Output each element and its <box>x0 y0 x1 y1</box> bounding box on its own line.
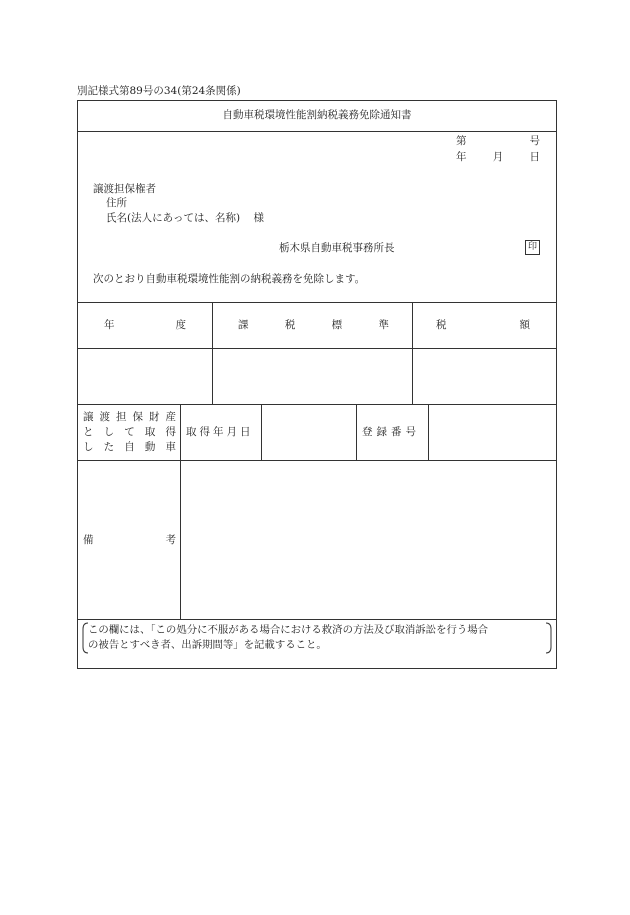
vehicle-label-char: て <box>124 426 135 438</box>
tax-table-top-border <box>77 302 557 303</box>
frame-left-border <box>77 100 78 669</box>
header-tax-amount-char: 税 <box>436 319 447 331</box>
vehicle-label-char: た <box>103 441 115 453</box>
form-number: 別記様式第89号の34(第24条関係) <box>77 85 241 97</box>
remarks-label-char: 考 <box>165 534 176 546</box>
recipient-heading: 譲渡担保権者 <box>93 183 156 195</box>
vehicle-label-line-3 <box>83 440 176 454</box>
frame-bottom-border <box>77 668 557 669</box>
recipient-name-label <box>106 211 264 225</box>
number-go-label: 号 <box>529 135 540 147</box>
footnote-line-2: の被告とすべき者、出訴期間等」を記載すること。 <box>88 639 327 651</box>
recipient-honorific: 様 <box>253 212 264 224</box>
registration-label-right-divider <box>428 404 429 461</box>
header-tax-basis-char: 準 <box>378 319 389 331</box>
notice-text: 次のとおり自動車税環境性能割の納税義務を免除します。 <box>93 273 366 285</box>
document-number-line <box>456 134 540 148</box>
header-tax-basis <box>238 318 389 332</box>
vehicle-label-char: 産 <box>165 411 176 423</box>
date-month-label: 月 <box>492 151 504 163</box>
header-fiscal-year-char: 度 <box>175 319 186 331</box>
vehicle-section-bottom-border <box>77 460 557 461</box>
header-tax-basis-char: 課 <box>238 319 249 331</box>
header-fiscal-year <box>104 318 186 332</box>
vehicle-label-line-2 <box>83 425 176 439</box>
frame-top-border <box>77 100 557 101</box>
tax-table-header-divider <box>77 348 557 349</box>
number-dai-label: 第 <box>456 135 467 147</box>
document-date-line <box>456 150 540 164</box>
tax-table-bottom-border <box>77 404 557 405</box>
issuer-name: 栃木県自動車税事務所長 <box>279 242 395 254</box>
vehicle-label-char: 自 <box>124 441 135 453</box>
date-year-label: 年 <box>456 151 467 163</box>
vehicle-label-char: 保 <box>132 411 143 423</box>
recipient-name-text: 氏名(法人にあっては、名称) <box>106 212 241 224</box>
header-fiscal-year-char: 年 <box>104 319 115 331</box>
date-day-label: 日 <box>529 151 540 163</box>
vehicle-label-char: 担 <box>116 411 127 423</box>
registration-label-left-divider <box>356 404 357 461</box>
remarks-label <box>83 533 176 547</box>
header-tax-basis-char: 税 <box>284 319 296 331</box>
vehicle-label-char: 取 <box>144 426 156 438</box>
header-tax-amount <box>436 318 530 332</box>
header-tax-basis-char: 標 <box>331 319 343 331</box>
vehicle-label-char: し <box>83 441 94 453</box>
vehicle-label-char: し <box>103 426 115 438</box>
vehicle-label-char: 譲 <box>83 411 94 423</box>
acquisition-date-label: 取得年月日 <box>186 426 254 438</box>
header-tax-amount-char: 額 <box>519 319 530 331</box>
title-divider <box>77 131 557 132</box>
vehicle-label-char: 車 <box>165 441 176 453</box>
tax-table-col-divider-2 <box>412 302 413 405</box>
recipient-address-label: 住所 <box>106 197 127 209</box>
footnote-line-1: この欄には、「この処分に不服がある場合における救済の方法及び取消訴訟を行う場合 <box>88 624 489 636</box>
acquisition-date-divider <box>261 404 262 461</box>
vehicle-label-char: 得 <box>165 426 176 438</box>
vehicle-label-char: 渡 <box>99 411 110 423</box>
seal-stamp: 印 <box>525 240 540 255</box>
vehicle-label-line-1 <box>83 410 176 424</box>
remarks-bottom-border <box>77 619 557 620</box>
frame-right-border <box>556 100 557 669</box>
tax-table-col-divider-1 <box>212 302 213 405</box>
vehicle-label-divider <box>180 404 181 619</box>
form-title: 自動車税環境性能割納税義務免除通知書 <box>222 109 412 121</box>
vehicle-label-char: 動 <box>144 441 156 453</box>
registration-number-label: 登録番号 <box>362 426 420 438</box>
vehicle-label-char: 財 <box>149 411 160 423</box>
vehicle-label-char: と <box>83 426 94 438</box>
remarks-label-char: 備 <box>83 534 94 546</box>
